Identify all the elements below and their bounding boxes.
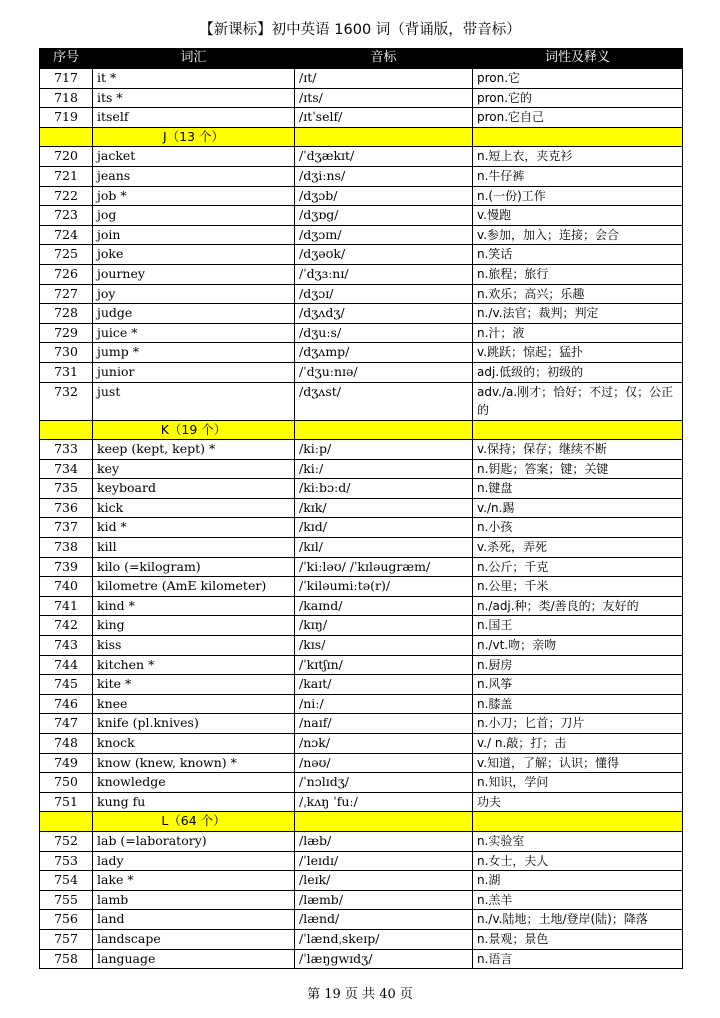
entry-number: 733 — [40, 440, 93, 460]
entry-phonetic: /ˈkiləumiːtə(r)/ — [295, 577, 473, 597]
entry-phonetic: /læb/ — [295, 831, 473, 851]
entry-definition: n.湖 — [473, 871, 683, 891]
entry-definition: n.短上衣，夹克衫 — [473, 147, 683, 167]
entry-number: 727 — [40, 284, 93, 304]
entry-phonetic: /kiː/ — [295, 459, 473, 479]
table-row — [40, 616, 683, 636]
entry-definition: n.厨房 — [473, 655, 683, 675]
entry-phonetic: /dʒiːns/ — [295, 166, 473, 186]
entry-definition: n.(一份)工作 — [473, 186, 683, 206]
entry-phonetic: /ˌkʌŋ ˈfuː/ — [295, 792, 473, 812]
entry-word: keyboard — [93, 479, 295, 499]
entry-phonetic: /kiːp/ — [295, 440, 473, 460]
table-row — [40, 596, 683, 616]
entry-word: judge — [93, 304, 295, 324]
entry-word: kitchen * — [93, 655, 295, 675]
entry-definition: n.国王 — [473, 616, 683, 636]
entry-phonetic: /dʒʌmp/ — [295, 343, 473, 363]
entry-phonetic: /ˈlændˌskeɪp/ — [295, 929, 473, 949]
entry-definition: n.键盘 — [473, 479, 683, 499]
table-row — [40, 225, 683, 245]
entry-definition: n.景观；景色 — [473, 929, 683, 949]
entry-definition: n./v.陆地；土地/登岸(陆)；降落 — [473, 910, 683, 930]
entry-word: junior — [93, 362, 295, 382]
entry-number: 728 — [40, 304, 93, 324]
entry-definition: n./vt.吻；亲吻 — [473, 636, 683, 656]
entry-number: 719 — [40, 108, 93, 128]
entry-word: joke — [93, 245, 295, 265]
entry-phonetic: /ˈnɔlɪdʒ/ — [295, 773, 473, 793]
table-row — [40, 206, 683, 226]
entry-number: 729 — [40, 323, 93, 343]
entry-word: key — [93, 459, 295, 479]
entry-phonetic: /læmb/ — [295, 890, 473, 910]
entry-word: its * — [93, 88, 295, 108]
section-blank-cell — [40, 127, 93, 147]
entry-definition: v.参加，加入；连接；会合 — [473, 225, 683, 245]
entry-definition: n.公斤；千克 — [473, 557, 683, 577]
entry-phonetic: /lænd/ — [295, 910, 473, 930]
entry-number: 721 — [40, 166, 93, 186]
entry-phonetic: /kɪk/ — [295, 498, 473, 518]
section-header-row — [40, 812, 683, 832]
table-row — [40, 440, 683, 460]
entry-phonetic: /ˈlæŋgwɪdʒ/ — [295, 949, 473, 969]
entry-number: 735 — [40, 479, 93, 499]
entry-phonetic: /dʒuːs/ — [295, 323, 473, 343]
entry-number: 752 — [40, 831, 93, 851]
entry-definition: adv./a.刚才；恰好；不过；仅；公正的 — [473, 382, 683, 420]
table-row — [40, 714, 683, 734]
table-row — [40, 518, 683, 538]
table-row — [40, 851, 683, 871]
entry-number: 753 — [40, 851, 93, 871]
table-row — [40, 831, 683, 851]
entry-number: 731 — [40, 362, 93, 382]
table-row — [40, 753, 683, 773]
entry-word: kilo (=kilogram) — [93, 557, 295, 577]
table-row — [40, 108, 683, 128]
entry-number: 742 — [40, 616, 93, 636]
entry-definition: n.公里；千米 — [473, 577, 683, 597]
entry-number: 750 — [40, 773, 93, 793]
section-blank-cell — [295, 420, 473, 440]
table-row — [40, 557, 683, 577]
header-word: 词汇 — [93, 49, 295, 69]
entry-word: job * — [93, 186, 295, 206]
entry-definition: n.语言 — [473, 949, 683, 969]
entry-definition: n.笑话 — [473, 245, 683, 265]
entry-definition: v.知道，了解；认识；懂得 — [473, 753, 683, 773]
entry-phonetic: /ɪtˈself/ — [295, 108, 473, 128]
entry-number: 758 — [40, 949, 93, 969]
entry-number: 738 — [40, 538, 93, 558]
entry-definition: v./n.踢 — [473, 498, 683, 518]
section-label: J（13 个） — [93, 127, 295, 147]
entry-phonetic: /ˈkɪtʃɪn/ — [295, 655, 473, 675]
entry-phonetic: /naɪf/ — [295, 714, 473, 734]
entry-definition: n.小刀；匕首；刀片 — [473, 714, 683, 734]
entry-phonetic: /ɪt/ — [295, 69, 473, 89]
entry-number: 730 — [40, 343, 93, 363]
entry-number: 744 — [40, 655, 93, 675]
entry-definition: pron.它 — [473, 69, 683, 89]
entry-number: 739 — [40, 557, 93, 577]
entry-number: 722 — [40, 186, 93, 206]
table-row — [40, 343, 683, 363]
entry-phonetic: /ˈdʒækɪt/ — [295, 147, 473, 167]
vocabulary-body — [40, 69, 683, 969]
entry-phonetic: /dʒəʊk/ — [295, 245, 473, 265]
entry-word: jump * — [93, 343, 295, 363]
entry-word: kind * — [93, 596, 295, 616]
table-header-row — [40, 49, 683, 69]
table-row — [40, 69, 683, 89]
header-number: 序号 — [40, 49, 93, 69]
entry-number: 740 — [40, 577, 93, 597]
entry-word: know (knew, known) * — [93, 753, 295, 773]
table-row — [40, 890, 683, 910]
vocabulary-table — [39, 48, 683, 969]
entry-phonetic: /dʒɔɪ/ — [295, 284, 473, 304]
entry-definition: n.欢乐；高兴；乐趣 — [473, 284, 683, 304]
table-row — [40, 245, 683, 265]
entry-word: jog — [93, 206, 295, 226]
section-blank-cell — [295, 812, 473, 832]
entry-definition: n.羔羊 — [473, 890, 683, 910]
table-row — [40, 636, 683, 656]
entry-number: 754 — [40, 871, 93, 891]
section-blank-cell — [40, 420, 93, 440]
entry-definition: n.旅程；旅行 — [473, 264, 683, 284]
table-row — [40, 264, 683, 284]
entry-number: 748 — [40, 734, 93, 754]
entry-phonetic: /ɪts/ — [295, 88, 473, 108]
table-row — [40, 773, 683, 793]
entry-phonetic: /leɪk/ — [295, 871, 473, 891]
entry-number: 755 — [40, 890, 93, 910]
entry-phonetic: /nəʊ/ — [295, 753, 473, 773]
entry-word: knock — [93, 734, 295, 754]
table-row — [40, 284, 683, 304]
table-row — [40, 577, 683, 597]
entry-definition: n.汁；液 — [473, 323, 683, 343]
entry-phonetic: /dʒʌdʒ/ — [295, 304, 473, 324]
section-blank-cell — [295, 127, 473, 147]
section-header-row — [40, 127, 683, 147]
entry-phonetic: /kaɪnd/ — [295, 596, 473, 616]
entry-number: 749 — [40, 753, 93, 773]
entry-number: 717 — [40, 69, 93, 89]
entry-definition: n./v.法官；裁判；判定 — [473, 304, 683, 324]
entry-number: 757 — [40, 929, 93, 949]
entry-definition: v.保持；保存；继续不断 — [473, 440, 683, 460]
entry-word: kid * — [93, 518, 295, 538]
entry-word: juice * — [93, 323, 295, 343]
entry-phonetic: /dʒɔb/ — [295, 186, 473, 206]
table-row — [40, 949, 683, 969]
entry-phonetic: /kɪŋ/ — [295, 616, 473, 636]
entry-definition: 功夫 — [473, 792, 683, 812]
entry-number: 736 — [40, 498, 93, 518]
header-definition: 词性及释义 — [473, 49, 683, 69]
entry-definition: n./adj.种；类/善良的；友好的 — [473, 596, 683, 616]
table-row — [40, 186, 683, 206]
entry-definition: adj.低级的；初级的 — [473, 362, 683, 382]
entry-word: language — [93, 949, 295, 969]
entry-word: king — [93, 616, 295, 636]
entry-number: 732 — [40, 382, 93, 420]
entry-word: lake * — [93, 871, 295, 891]
entry-definition: n.牛仔裤 — [473, 166, 683, 186]
entry-word: join — [93, 225, 295, 245]
table-row — [40, 362, 683, 382]
table-row — [40, 734, 683, 754]
section-label: K（19 个） — [93, 420, 295, 440]
entry-word: lady — [93, 851, 295, 871]
entry-number: 741 — [40, 596, 93, 616]
table-row — [40, 792, 683, 812]
entry-word: just — [93, 382, 295, 420]
section-label: L（64 个） — [93, 812, 295, 832]
table-row — [40, 871, 683, 891]
entry-word: kill — [93, 538, 295, 558]
table-row — [40, 910, 683, 930]
table-row — [40, 538, 683, 558]
entry-definition: n.实验室 — [473, 831, 683, 851]
entry-number: 756 — [40, 910, 93, 930]
entry-phonetic: /dʒɔɪn/ — [295, 225, 473, 245]
section-blank-cell — [40, 812, 93, 832]
entry-definition: v.慢跑 — [473, 206, 683, 226]
table-row — [40, 498, 683, 518]
entry-phonetic: /kaɪt/ — [295, 675, 473, 695]
entry-word: kick — [93, 498, 295, 518]
section-header-row — [40, 420, 683, 440]
table-row — [40, 929, 683, 949]
entry-definition: n.女士，夫人 — [473, 851, 683, 871]
table-row — [40, 694, 683, 714]
entry-word: knowledge — [93, 773, 295, 793]
entry-phonetic: /dʒʌst/ — [295, 382, 473, 420]
entry-definition: n.钥匙；答案；键；关键 — [473, 459, 683, 479]
entry-phonetic: /kɪl/ — [295, 538, 473, 558]
table-row — [40, 304, 683, 324]
table-row — [40, 382, 683, 420]
entry-word: keep (kept, kept) * — [93, 440, 295, 460]
section-blank-cell — [473, 420, 683, 440]
entry-phonetic: /ˈdʒɜːnɪ/ — [295, 264, 473, 284]
section-blank-cell — [473, 812, 683, 832]
entry-number: 746 — [40, 694, 93, 714]
entry-word: itself — [93, 108, 295, 128]
entry-word: lamb — [93, 890, 295, 910]
entry-number: 724 — [40, 225, 93, 245]
entry-word: knee — [93, 694, 295, 714]
entry-phonetic: /ˈleɪdɪ/ — [295, 851, 473, 871]
entry-word: jeans — [93, 166, 295, 186]
entry-number: 720 — [40, 147, 93, 167]
entry-word: it * — [93, 69, 295, 89]
entry-word: kilometre (AmE kilometer) — [93, 577, 295, 597]
entry-phonetic: /kiːbɔːd/ — [295, 479, 473, 499]
entry-number: 737 — [40, 518, 93, 538]
entry-phonetic: /kɪd/ — [295, 518, 473, 538]
table-row — [40, 88, 683, 108]
entry-phonetic: /dʒɒg/ — [295, 206, 473, 226]
table-row — [40, 655, 683, 675]
entry-definition: n.膝盖 — [473, 694, 683, 714]
entry-phonetic: /nɔk/ — [295, 734, 473, 754]
entry-word: kite * — [93, 675, 295, 695]
table-row — [40, 166, 683, 186]
entry-number: 726 — [40, 264, 93, 284]
entry-word: jacket — [93, 147, 295, 167]
entry-word: land — [93, 910, 295, 930]
entry-definition: v./ n.敲；打；击 — [473, 734, 683, 754]
entry-definition: v.杀死，弄死 — [473, 538, 683, 558]
entry-number: 745 — [40, 675, 93, 695]
entry-phonetic: /ˈdʒuːnɪə/ — [295, 362, 473, 382]
header-phonetic: 音标 — [295, 49, 473, 69]
section-blank-cell — [473, 127, 683, 147]
entry-number: 725 — [40, 245, 93, 265]
page-title: 【新课标】初中英语 1600 词（背诵版，带音标） — [199, 22, 521, 38]
page-footer: 第 19 页 共 40 页 — [307, 987, 413, 1002]
table-row — [40, 479, 683, 499]
entry-phonetic: /ˈkiːləʊ/ /ˈkɪləugræm/ — [295, 557, 473, 577]
entry-definition: v.跳跃；惊起；猛扑 — [473, 343, 683, 363]
table-row — [40, 147, 683, 167]
entry-definition: n.风筝 — [473, 675, 683, 695]
entry-number: 751 — [40, 792, 93, 812]
entry-word: knife (pl.knives) — [93, 714, 295, 734]
entry-definition: pron.它自己 — [473, 108, 683, 128]
entry-definition: pron.它的 — [473, 88, 683, 108]
entry-number: 734 — [40, 459, 93, 479]
entry-number: 718 — [40, 88, 93, 108]
table-row — [40, 675, 683, 695]
entry-definition: n.知识，学问 — [473, 773, 683, 793]
entry-number: 723 — [40, 206, 93, 226]
entry-definition: n.小孩 — [473, 518, 683, 538]
entry-phonetic: /niː/ — [295, 694, 473, 714]
entry-number: 747 — [40, 714, 93, 734]
table-row — [40, 323, 683, 343]
entry-word: kiss — [93, 636, 295, 656]
table-row — [40, 459, 683, 479]
entry-number: 743 — [40, 636, 93, 656]
entry-word: landscape — [93, 929, 295, 949]
entry-phonetic: /kɪs/ — [295, 636, 473, 656]
entry-word: joy — [93, 284, 295, 304]
entry-word: lab (=laboratory) — [93, 831, 295, 851]
entry-word: kung fu — [93, 792, 295, 812]
entry-word: journey — [93, 264, 295, 284]
